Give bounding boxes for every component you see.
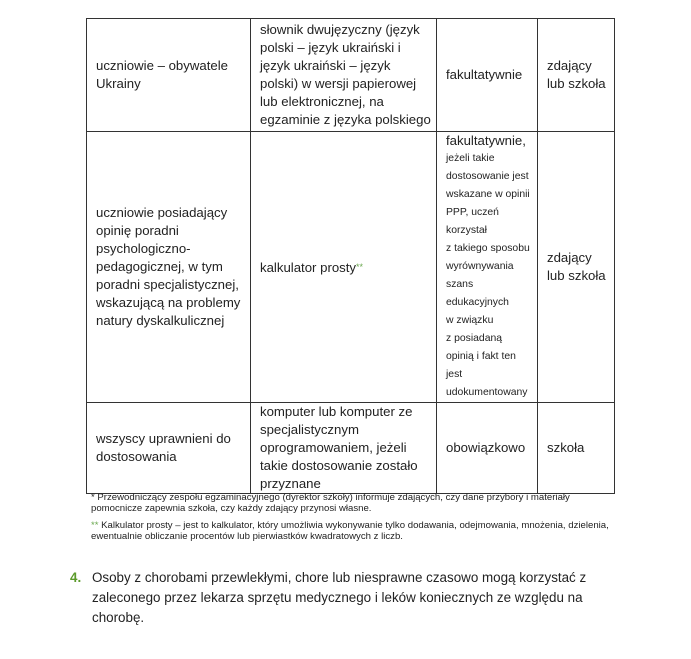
footnote-marker: ** <box>356 261 364 272</box>
cell-means: słownik dwujęzyczny (język polski – język ukraiński i język ukraiński – język polski) w wersji papierowej lub elektronicznej, na egzaminie z języka polskiego <box>251 19 437 132</box>
mode-condition-line: korzystał <box>446 225 487 236</box>
footnote <box>91 520 611 542</box>
cell-who: uczniowie posiadający opinię poradni psychologiczno-pedagogicznej, w tym poradni specjalistycznej, wskazującą na problemy natury dyskalkulicznej <box>87 132 251 403</box>
cell-mode: fakultatywnie <box>437 19 538 132</box>
cell-provider: zdający lub szkoła <box>538 132 615 403</box>
mode-condition-line: jest <box>446 369 463 380</box>
footnote-marker: ** <box>91 520 99 531</box>
cell-mode: obowiązkowo <box>437 403 538 494</box>
mode-condition-line: opinią i fakt ten <box>446 351 516 362</box>
footnotes <box>91 492 611 548</box>
cell-who: wszyscy uprawnieni do dostosowania <box>87 403 251 494</box>
mode-condition-line: jeżeli takie <box>446 153 495 164</box>
item-text: Osoby z chorobami przewlekłymi, chore lub niesprawne czasowo mogą korzystać z zaleconego przez lekarza sprzętu medycznego i leków koniecznych ze względu na chorobę. <box>92 570 587 625</box>
table-row <box>87 403 615 494</box>
numbered-item <box>70 568 610 628</box>
table-row <box>87 19 615 132</box>
mode-condition-line: z takiego sposobu <box>446 243 530 254</box>
cell-provider: szkoła <box>538 403 615 494</box>
adaptations-table <box>86 18 615 494</box>
cell-means <box>251 132 437 403</box>
table-row <box>87 132 615 403</box>
cell-provider: zdający lub szkoła <box>538 19 615 132</box>
cell-who: uczniowie – obywatele Ukrainy <box>87 19 251 132</box>
mode-condition-line: wskazane w opinii <box>446 189 530 200</box>
means-text: kalkulator prosty <box>260 259 357 275</box>
footnote <box>91 492 611 514</box>
mode-condition-line: z posiadaną <box>446 333 503 344</box>
footnote-marker: * <box>91 492 95 503</box>
mode-main: fakultatywnie, <box>446 133 526 148</box>
mode-condition-line: wyrównywania <box>446 261 514 272</box>
footnote-text: Kalkulator prosty – jest to kalkulator, który umożliwia wykonywanie tylko dodawania, odejmowania, mnożenia, dzielenia, ewentualnie obliczanie procentów lub pierwiastków kwadratowych z liczb. <box>91 520 609 542</box>
cell-means: komputer lub komputer ze specjalistycznym oprogramowaniem, jeżeli takie dostosowanie zostało przyznane <box>251 403 437 494</box>
mode-condition-line: edukacyjnych <box>446 297 509 308</box>
item-number: 4. <box>70 570 82 585</box>
footnote-text: Przewodniczący zespołu egzaminacyjnego (dyrektor szkoły) informuje zdających, czy dane przybory i materiały pomocnicze zapewnia szkoła, czy każdy zdający przynosi własne. <box>91 492 570 514</box>
cell-mode <box>437 132 538 403</box>
mode-condition-line: szans <box>446 279 474 290</box>
mode-condition-line: udokumentowany <box>446 387 528 398</box>
mode-condition-line: dostosowanie jest <box>446 171 529 182</box>
mode-condition-line: w związku <box>446 315 494 326</box>
mode-condition-line: PPP, uczeń <box>446 207 499 218</box>
